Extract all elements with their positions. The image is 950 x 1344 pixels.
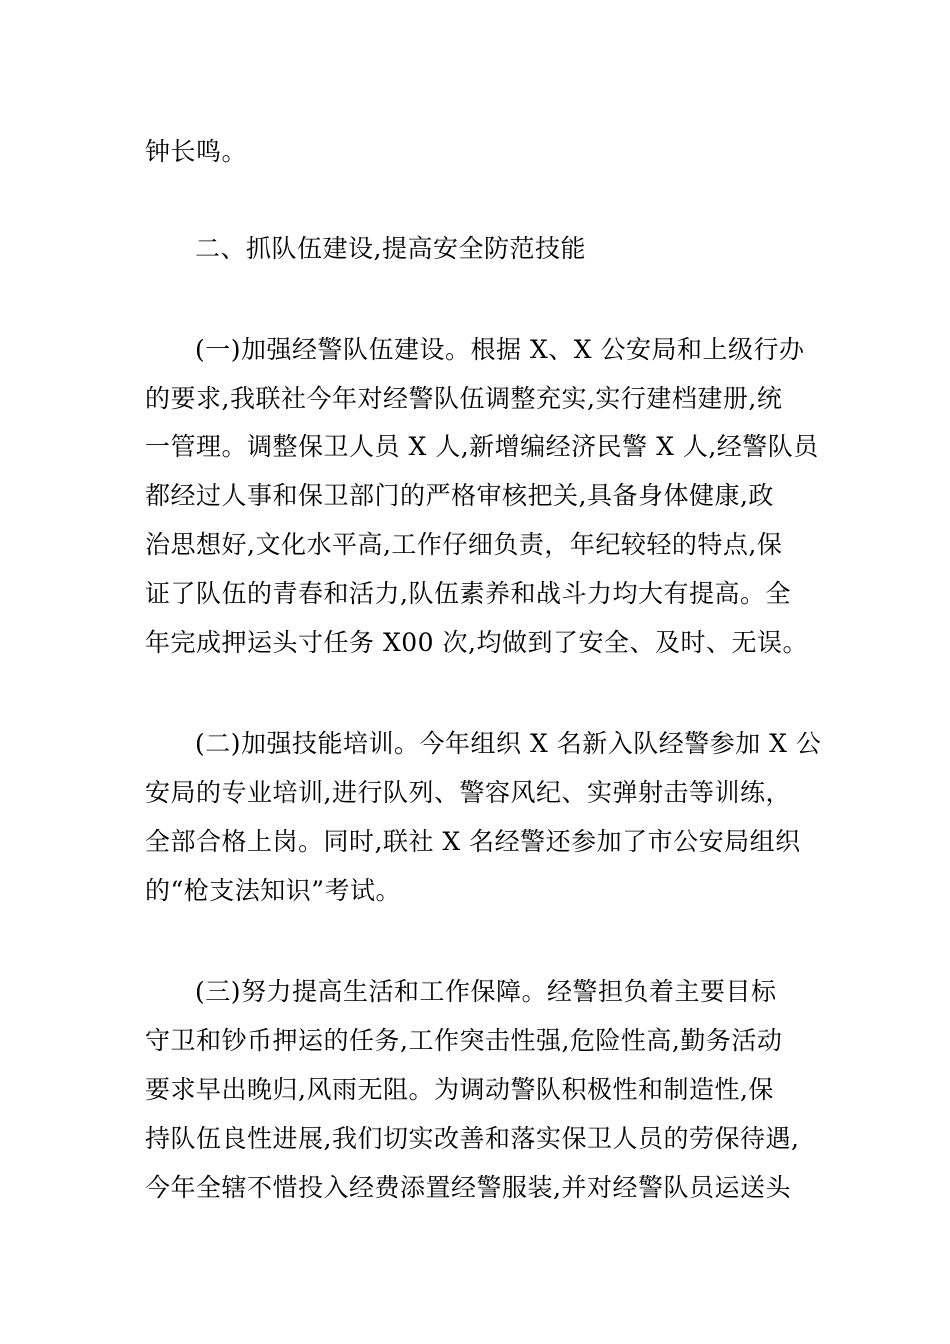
text-line-11: 安局的专业培训,进行队列、警容风纪、实弹射击等训练， xyxy=(145,778,791,807)
text-line-1: 钟长鸣。 xyxy=(145,137,248,166)
text-line-16: 要求早出晚归,风雨无阻。为调动警队积极性和制造性,保 xyxy=(145,1075,774,1104)
text-line-10: (二)加强技能培训。今年组织 X 名新入队经警参加 X 公 xyxy=(195,729,822,758)
text-line-17: 持队伍良性进展,我们切实改善和落实保卫人员的劳保待遇, xyxy=(145,1124,800,1153)
text-line-4: 的要求,我联社今年对经警队伍调整充实,实行建档建册,统 xyxy=(145,384,783,413)
text-line-5: 一管理。调整保卫人员 X 人,新增编经济民警 X 人,经警队员 xyxy=(145,432,819,461)
text-line-15: 守卫和钞币押运的任务,工作突击性强,危险性高,勤务活动 xyxy=(145,1026,783,1055)
section-heading: 二、抓队伍建设,提高安全防范技能 xyxy=(195,234,586,263)
text-line-18: 今年全辖不惜投入经费添置经警服装,并对经警队员运送头 xyxy=(145,1173,791,1202)
text-line-13: 的“枪支法知识”考试。 xyxy=(145,876,402,905)
text-line-8: 证了队伍的青春和活力,队伍素养和战斗力均大有提高。全 xyxy=(145,579,791,608)
text-line-6: 都经过人事和保卫部门的严格审核把关,具备身体健康,政 xyxy=(145,481,774,510)
text-line-7: 治思想好,文化水平高,工作仔细负责，年纪较轻的特点,保 xyxy=(145,530,783,559)
text-line-14: (三)努力提高生活和工作保障。经警担负着主要目标 xyxy=(195,977,777,1006)
text-line-3: (一)加强经警队伍建设。根据 X、X 公安局和上级行办 xyxy=(195,335,805,364)
text-line-12: 全部合格上岗。同时,联社 X 名经警还参加了市公安局组织 xyxy=(145,827,801,856)
text-line-9: 年完成押运头寸任务 X00 次,均做到了安全、及时、无误。 xyxy=(145,628,808,657)
